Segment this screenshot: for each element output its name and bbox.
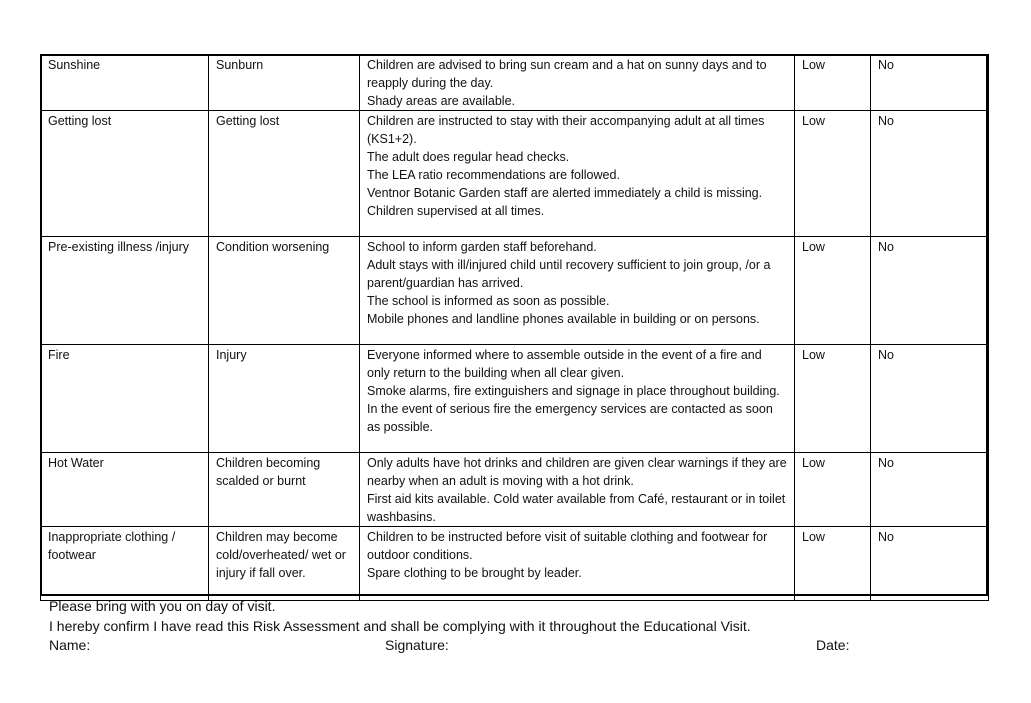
table-row (41, 345, 989, 453)
date-label: Date: (816, 637, 850, 653)
table-row (41, 55, 989, 111)
control-measures-cell: Everyone informed where to assemble outside in the event of a fire and only return to the building when all clear given. Smoke alarms, fire extinguishers and signage in place throughout building. In the event of serious fire the emergency services are contacted as soon as possible. (360, 345, 795, 453)
activity-cell: Getting lost (41, 111, 209, 237)
table-row (41, 111, 989, 237)
signature-label: Signature: (385, 637, 449, 653)
further-action-cell: No (871, 345, 989, 453)
activity-cell: Sunshine (41, 55, 209, 111)
risk-level-cell: Low (795, 237, 871, 345)
control-measures-cell: Children are advised to bring sun cream and a hat on sunny days and to reapply during the day. Shady areas are available. (360, 55, 795, 111)
name-label: Name: (49, 637, 91, 653)
risk-level-cell: Low (795, 55, 871, 111)
further-action-cell: No (871, 527, 989, 601)
bring-on-day-note: Please bring with you on day of visit. (49, 598, 276, 614)
activity-cell: Fire (41, 345, 209, 453)
risk-level-cell: Low (795, 345, 871, 453)
activity-cell: Inappropriate clothing / footwear (41, 527, 209, 601)
risk-level-cell: Low (795, 111, 871, 237)
table-row (41, 527, 989, 601)
activity-cell: Hot Water (41, 453, 209, 527)
activity-cell: Pre-existing illness /injury (41, 237, 209, 345)
control-measures-cell: Children to be instructed before visit of suitable clothing and footwear for outdoor conditions. Spare clothing to be brought by leader. (360, 527, 795, 601)
signature-line (49, 636, 989, 656)
further-action-cell: No (871, 55, 989, 111)
risk-level-cell: Low (795, 453, 871, 527)
hazard-cell: Injury (209, 345, 360, 453)
hazard-cell: Getting lost (209, 111, 360, 237)
confirmation-statement: I hereby confirm I have read this Risk Assessment and shall be complying with it throughout the Educational Visit. (49, 617, 751, 634)
control-measures-cell: Only adults have hot drinks and children are given clear warnings if they are nearby when an adult is moving with a hot drink. First aid kits available. Cold water available from Café, restaurant or in toilet washbasins. (360, 453, 795, 527)
risk-assessment-table (40, 54, 989, 601)
further-action-cell: No (871, 111, 989, 237)
hazard-cell: Sunburn (209, 55, 360, 111)
table-row (41, 453, 989, 527)
control-measures-cell: Children are instructed to stay with their accompanying adult at all times (KS1+2). The adult does regular head checks. The LEA ratio recommendations are followed. Ventnor Botanic Garden staff are alerted immediately a child is missing. Children supervised at all times. (360, 111, 795, 237)
further-action-cell: No (871, 453, 989, 527)
hazard-cell: Children may become cold/overheated/ wet or injury if fall over. (209, 527, 360, 601)
control-measures-cell: School to inform garden staff beforehand. Adult stays with ill/injured child until recovery sufficient to join group, /or a parent/guardian has arrived. The school is informed as soon as possible. Mobile phones and landline phones available in building or on persons. (360, 237, 795, 345)
confirmation-footer (49, 597, 989, 656)
table-row (41, 237, 989, 345)
risk-level-cell: Low (795, 527, 871, 601)
hazard-cell: Children becoming scalded or burnt (209, 453, 360, 527)
further-action-cell: No (871, 237, 989, 345)
hazard-cell: Condition worsening (209, 237, 360, 345)
